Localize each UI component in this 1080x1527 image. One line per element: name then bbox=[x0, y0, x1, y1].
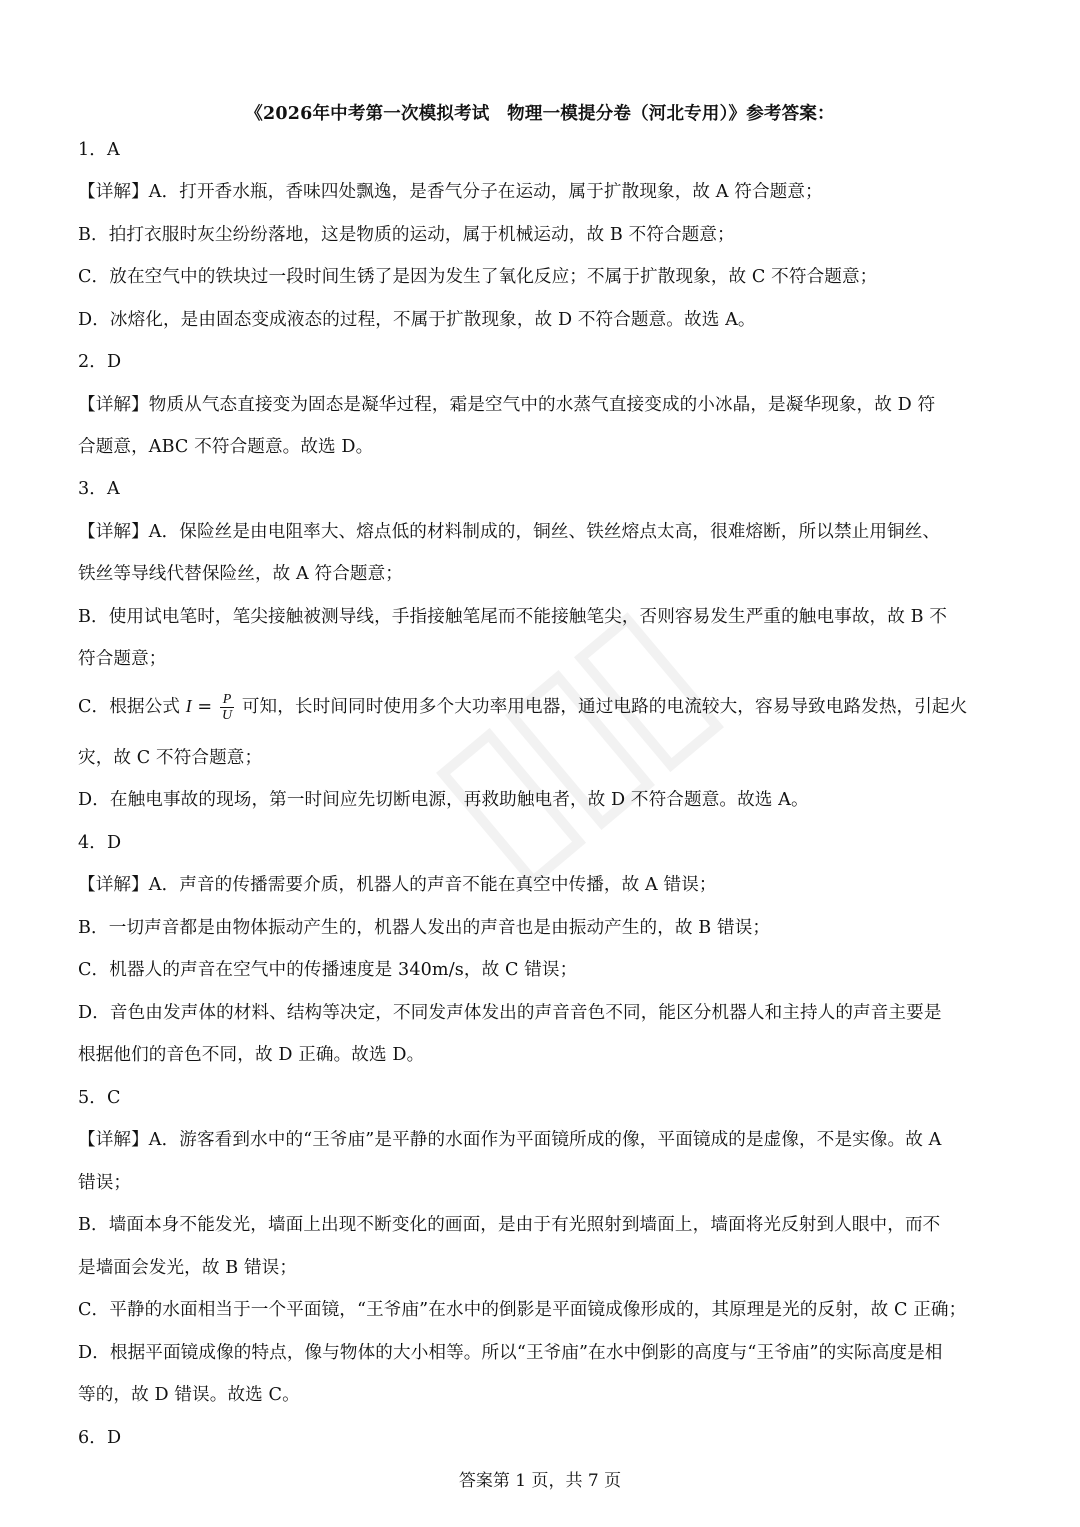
answer-line: 铁丝等导线代替保险丝，故 A 符合题意； bbox=[78, 564, 403, 584]
page-footer: 答案第 1 页，共 7 页 bbox=[458, 1471, 622, 1491]
formula-line bbox=[78, 690, 967, 723]
answer-line: B．使用试电笔时，笔尖接触被测导线，手指接触笔尾而不能接触笔尖，否则容易发生严重的触电事故，故 B 不 bbox=[78, 607, 948, 627]
answer-line: B．拍打衣服时灰尘纷纷落地，这是物质的运动，属于机械运动，故 B 不符合题意； bbox=[78, 225, 735, 245]
answer-line: 4．D bbox=[78, 833, 122, 853]
answer-line: 1．A bbox=[78, 140, 120, 160]
formula-eq: = bbox=[191, 697, 218, 717]
answer-line: 【详解】A．保险丝是由电阻率大、熔点低的材料制成的，铜丝、铁丝熔点太高，很难熔断，所以禁止用铜丝、 bbox=[78, 522, 941, 542]
answer-line: D．音色由发声体的材料、结构等决定，不同发声体发出的声音音色不同，能区分机器人和主持人的声音主要是 bbox=[78, 1003, 942, 1023]
formula-denominator: U bbox=[221, 707, 233, 723]
answer-line: D．冰熔化，是由固态变成液态的过程，不属于扩散现象，故 D 不符合题意。故选 A。 bbox=[78, 310, 756, 330]
answer-line: 灾，故 C 不符合题意； bbox=[78, 748, 263, 768]
formula-var: I bbox=[185, 696, 192, 716]
answer-line: 【详解】A．声音的传播需要介质，机器人的声音不能在真空中传播，故 A 错误； bbox=[78, 875, 717, 895]
answer-line: 【详解】A．打开香水瓶，香味四处飘逸，是香气分子在运动，属于扩散现象，故 A 符合题意； bbox=[78, 182, 823, 202]
formula-numerator: P bbox=[220, 692, 234, 708]
formula-fraction bbox=[220, 692, 234, 723]
answer-line: D．根据平面镜成像的特点，像与物体的大小相等。所以“王爷庙”在水中倒影的高度与“王爷庙”的实际高度是相 bbox=[78, 1343, 943, 1363]
answer-line: 2．D bbox=[78, 352, 122, 372]
formula-prefix: C．根据公式 bbox=[78, 697, 186, 717]
answer-line: 根据他们的音色不同，故 D 正确。故选 D。 bbox=[78, 1045, 425, 1065]
answer-line: C．机器人的声音在空气中的传播速度是 340m/s，故 C 错误； bbox=[78, 960, 578, 980]
answer-line: 【详解】物质从气态直接变为固态是凝华过程，霜是空气中的水蒸气直接变成的小冰晶，是凝华现象，故 D 符 bbox=[78, 395, 936, 415]
answer-line: 等的，故 D 错误。故选 C。 bbox=[78, 1385, 300, 1405]
formula-suffix: 可知，长时间同时使用多个大功率用电器，通过电路的电流较大，容易导致电路发热，引起火 bbox=[236, 697, 968, 717]
page-title: 《2026年中考第一次模拟考试 物理一模提分卷（河北专用）》参考答案： bbox=[245, 104, 835, 124]
answer-line: 5．C bbox=[78, 1088, 121, 1108]
answer-line: 是墙面会发光，故 B 错误； bbox=[78, 1258, 298, 1278]
answer-line: 错误； bbox=[78, 1173, 132, 1193]
answer-line: B．一切声音都是由物体振动产生的，机器人发出的声音也是由振动产生的，故 B 错误； bbox=[78, 918, 771, 938]
answer-line: 【详解】A．游客看到水中的“王爷庙”是平静的水面作为平面镜所成的像，平面镜成的是虚像，不是实像。故 A bbox=[78, 1130, 942, 1150]
answer-line: D．在触电事故的现场，第一时间应先切断电源，再救助触电者，故 D 不符合题意。故选 A。 bbox=[78, 790, 809, 810]
answer-line: 符合题意； bbox=[78, 649, 167, 669]
answer-line: 6．D bbox=[78, 1428, 122, 1448]
answer-line: 3．A bbox=[78, 479, 120, 499]
answer-line: C．放在空气中的铁块过一段时间生锈了是因为发生了氧化反应；不属于扩散现象，故 C 不符合题意； bbox=[78, 267, 878, 287]
answer-line: C．平静的水面相当于一个平面镜，“王爷庙”在水中的倒影是平面镜成像形成的，其原理是光的反射，故 C 正确； bbox=[78, 1300, 967, 1320]
answer-line: 合题意，ABC 不符合题意。故选 D。 bbox=[78, 437, 374, 457]
answer-line: B．墙面本身不能发光，墙面上出现不断变化的画面，是由于有光照射到墙面上，墙面将光反射到人眼中，而不 bbox=[78, 1215, 941, 1235]
